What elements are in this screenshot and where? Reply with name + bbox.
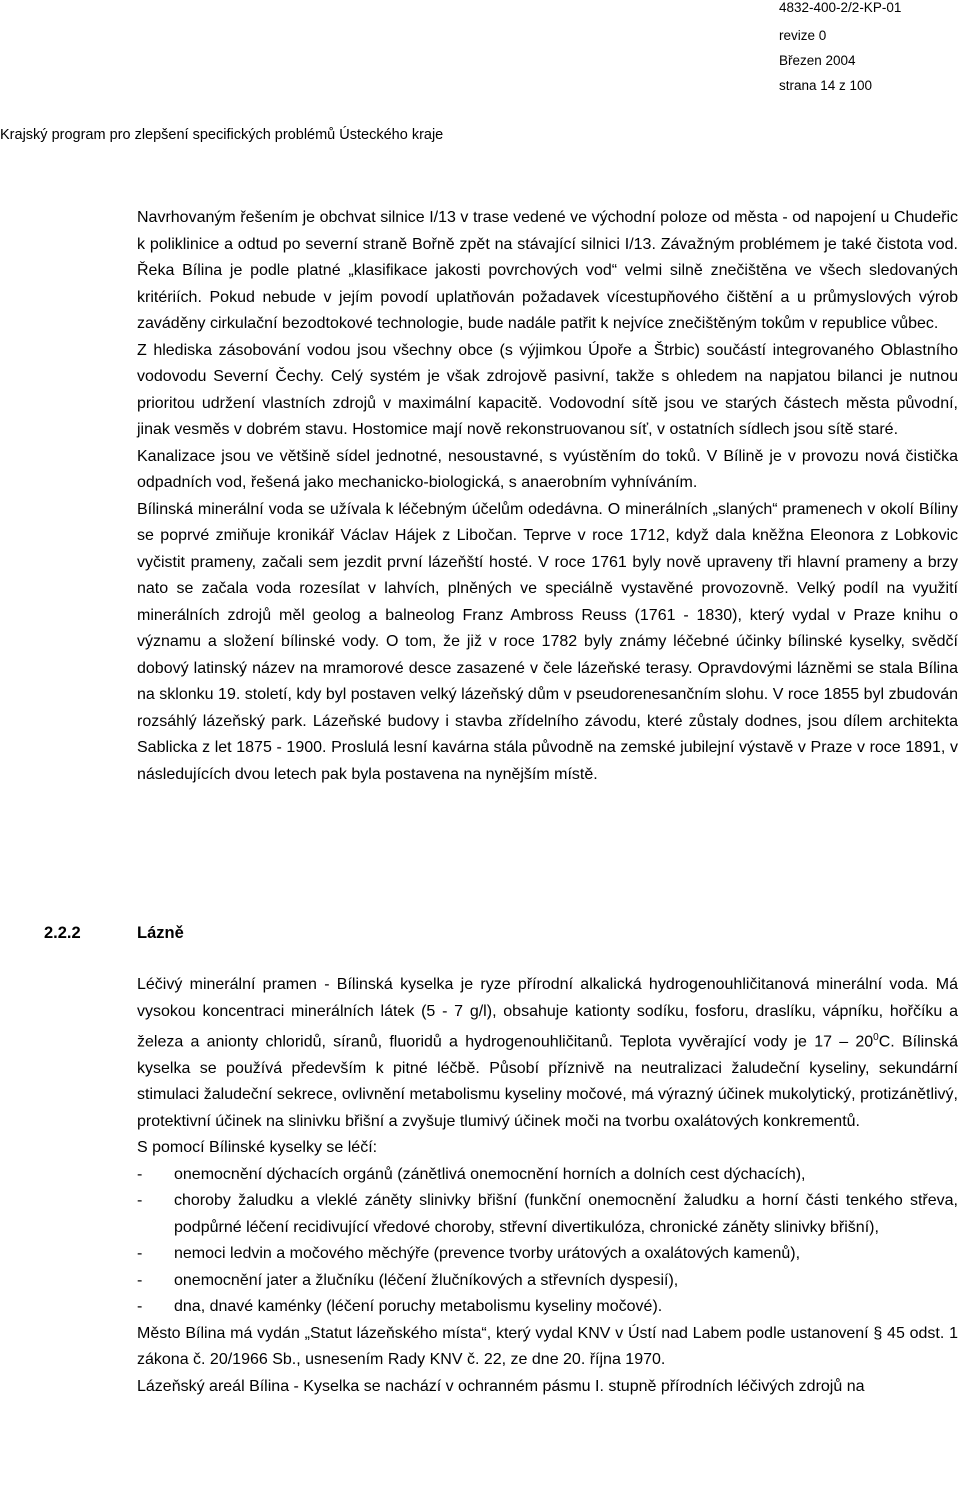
paragraph: Z hlediska zásobování vodou jsou všechny obce (s výjimkou Úpoře a Štrbic) součástí integrovaného Oblastního vodovodu Severní Čechy. Celý systém je však zdrojově pasivní, takže s ohledem na napjatou bilanci je nutnou prioritou udržení vlastních zdrojů v maximální kapacitě. Vodovodní sítě jsou ve starých částech města původní, jinak vesměs v dobrém stavu. Hostomice mají nově rekonstruovanou síť, v ostatních sídlech jsou sítě staré.	[137, 341, 958, 438]
list-item: - onemocnění jater a žlučníku (léčení žlučníkových a střevních dyspesií),	[137, 1268, 958, 1295]
list-item: - dna, dnavé kaménky (léčení poruchy metabolismu kyseliny močové).	[137, 1294, 958, 1321]
paragraph: Navrhovaným řešením je obchvat silnice I/13 v trase vedené ve východní poloze od města - od napojení u Chudeřic k poliklinice a odtud po severní straně Bořně zpět na stávající silnici I/13. Závažným problémem je také čistota vod. Řeka Bílina je podle platné „klasifikace jakosti povrchových vod“ velmi silně znečištěna ve všech sledovaných kritériích. Pokud nebude v jejím povodí uplatňován požadavek vícestupňového čištění a u průmyslových výrob zaváděny cirkulační bezodtokové technologie, bude nadále patřit k nejvíce znečištěným tokům v republice vůbec.	[137, 209, 958, 332]
page-number: strana 14 z 100	[779, 78, 873, 93]
paragraph-text: Léčivý minerální pramen - Bílinská kyselka je ryze přírodní alkalická hydrogenouhličitanová minerální voda. Má vysokou koncentraci minerálních látek (5 - 7 g/l), obsahuje kationty sodíku, fosforu, draslíku, vápníku, hořčíku a železa a anionty chloridů, síranů, fluoridů a hydrogenouhličitanů. Teplota vyvěrající vody je 17 – 20	[137, 976, 958, 1051]
paragraph: Kanalizace jsou ve většině sídel jednotné, nesoustavné, s vyústěním do toků. V Bílině je v provozu nová čistička odpadních vod, řešená jako mechanicko-biologická, s anaerobním vyhníváním.	[137, 447, 958, 491]
section-body	[137, 205, 958, 788]
list-intro: S pomocí Bílinské kyselky se léčí:	[137, 1139, 378, 1157]
paragraph: Město Bílina má vydán „Statut lázeňského místa“, který vydal KNV v Ústí nad Labem podle ustanovení § 45 odst. 1 zákona č. 20/1966 Sb., usnesením Rady KNV č. 22, ze dne 20. října 1970.	[137, 1324, 958, 1369]
list-item: - choroby žaludku a vleklé záněty slinivky břišní (funkční onemocnění žaludku a horní části tenkého střeva, podpůrné léčení recidivující vředové choroby, střevní divertikulóza, chronické záněty slinivky břišní),	[137, 1188, 958, 1241]
paragraph: Bílinská minerální voda se užívala k léčebným účelům odedávna. O minerálních „slaných“ pramenech v okolí Bíliny se poprvé zmiňuje kronikář Václav Hájek z Libočan. Teprve v roce 1712, když dala kněžna Eleonora z Lobkovic vyčistit prameny, začali sem jezdit první lázeňští hosté. V roce 1761 byly nově upraveny tři hlavní prameny a brzy nato se začala voda rozesílat v lahvích, plněných ve speciálně vystavěné provozovně. Velký podíl na využití minerálních zdrojů měl geolog a balneolog Franz Ambross Reuss (1761 - 1830), který vydal v Praze knihu o významu a složení bílinské vody. O tom, že již v roce 1782 byly známy léčebné účinky bílinské kyselky, svědčí dobový latinský název na mramorové desce zasazené v čele lázeňské terasy. Opravdovými lázněmi se stala Bílina na sklonku 19. století, kdy byl postaven velký lázeňský dům v pseudorenesančním slohu. V roce 1855 byl zbudován rozsáhlý lázeňský park. Lázeňské budovy i stavba zřídelního závodu, které zůstaly dodnes, jsou dílem architekta Sablicka z let 1875 - 1900. Proslulá lesní kavárna stála původně na zemské jubilejní výstavě v Praze v roce 1891, v následujících dvou letech pak byla postavena na nynějším místě.	[137, 500, 958, 783]
document-date: Březen 2004	[779, 53, 856, 68]
section-body-lazne	[137, 972, 958, 1400]
revision-label: revize 0	[779, 28, 827, 43]
list-item: - onemocnění dýchacích orgánů (zánětlivá onemocnění horních a dolních cest dýchacích),	[137, 1162, 958, 1189]
running-title: Krajský program pro zlepšení specifických problémů Ústeckého kraje	[0, 127, 444, 143]
document-code: 4832-400-2/2-KP-01	[779, 0, 902, 15]
paragraph	[137, 972, 958, 1135]
treatment-list	[137, 1162, 958, 1321]
list-item: - nemoci ledvin a močového měchýře (prevence tvorby urátových a oxalátových kamenů),	[137, 1241, 958, 1268]
section-number: 2.2.2	[44, 924, 81, 942]
paragraph: Lázeňský areál Bílina - Kyselka se nachází v ochranném pásmu I. stupně přírodních léčivých zdrojů na	[137, 1377, 865, 1395]
section-title: Lázně	[137, 924, 184, 942]
superscript: 0	[873, 1032, 879, 1043]
paragraph-text: C. Bílinská kyselka se používá především k pitné léčbě. Působí příznivě na neutralizaci žaludeční kyseliny, sekundární stimulaci žaludeční sekrece, ovlivnění metabolismu kyseliny močové, má výrazný účinek mukolytický, protizánětlivý, protektivní účinek na slinivku břišní a zvyšuje tlumivý účinek moči na tvorbu oxalátových konkrementů.	[137, 1033, 958, 1130]
